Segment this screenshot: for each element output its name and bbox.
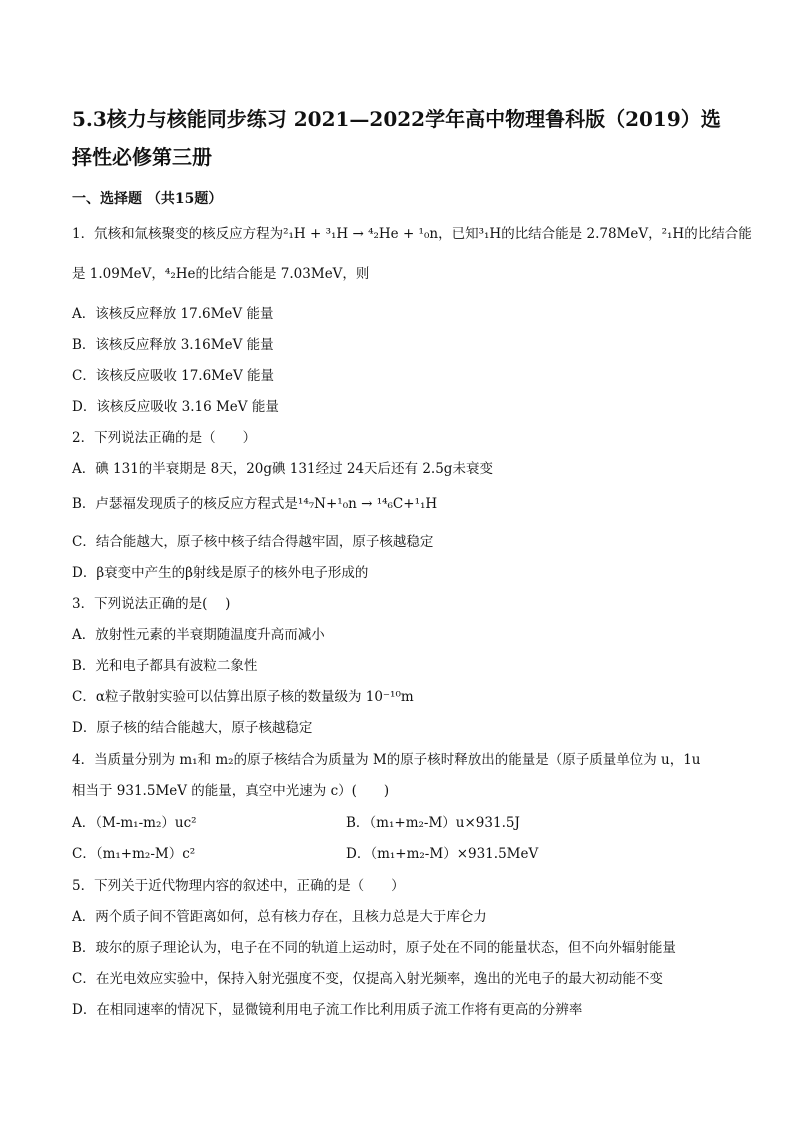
q3-option-c[interactable]: C．α粒子散射实验可以估算出原子核的数量级为 10⁻¹⁰m: [72, 689, 414, 705]
q4-option-c[interactable]: C．（m₁+m₂-M）c²: [72, 846, 196, 862]
q5-option-c[interactable]: C．在光电效应实验中，保持入射光强度不变，仅提高入射光频率，逸出的光电子的最大初动能不变: [72, 971, 663, 987]
q1-stem-d: 的比结合能: [684, 226, 752, 242]
q2-option-c[interactable]: C．结合能越大，原子核中核子结合得越牢固，原子核越稳定: [72, 534, 434, 550]
q5-stem: 5．下列关于近代物理内容的叙述中，正确的是（ ）: [72, 878, 405, 894]
page-title: 5.3核力与核能同步练习 2021—2022学年高中物理鲁科版（2019）选择性必修第三册: [72, 107, 721, 169]
q4-stem: 4．当质量分别为 m₁和 m₂的原子核结合为质量为 M的原子核时释放出的能量是（原子质量单位为 u，1u: [72, 752, 701, 768]
q1-stem-a: 1．氘核和氚核聚变的核反应方程为: [72, 226, 284, 242]
q1-option-d[interactable]: D．该核反应吸收 3.16 MeV 能量: [72, 399, 279, 415]
q1-tritium: ³₁H: [478, 226, 502, 242]
q1-helium: ⁴₂He: [164, 266, 196, 282]
section-heading: 一、选择题 （共15题）: [72, 191, 223, 207]
q2-option-d[interactable]: D．β衰变中产生的β射线是原子的核外电子形成的: [72, 565, 369, 581]
q2-option-a[interactable]: A．碘 131的半衰期是 8天，20g碘 131经过 24天后还有 2.5g未衰变: [72, 461, 493, 477]
q3-option-d[interactable]: D．原子核的结合能越大，原子核越稳定: [72, 720, 313, 736]
q4-option-a[interactable]: A．（M-m₁-m₂）uc²: [72, 815, 197, 831]
q1-stem-line2: [72, 262, 369, 282]
q3-option-a[interactable]: A．放射性元素的半衰期随温度升高而减小: [72, 627, 325, 643]
q1-option-b[interactable]: B．该核反应释放 3.16MeV 能量: [72, 337, 274, 353]
q5-option-a[interactable]: A．两个质子间不管距离如何，总有核力存在，且核力总是大于库仑力: [72, 909, 487, 925]
q4-option-b[interactable]: B．（m₁+m₂-M）u×931.5J: [346, 815, 520, 831]
q1-deuterium: ²₁H: [661, 226, 685, 242]
q5-option-d[interactable]: D．在相同速率的情况下，显微镜利用电子流工作比利用质子流工作将有更高的分辨率: [72, 1002, 583, 1018]
q1-line2-a: 是 1.09MeV，: [72, 266, 165, 282]
q1-stem: [72, 222, 752, 242]
q1-stem-c: 的比结合能是 2.78MeV，: [501, 226, 662, 242]
q4-option-d[interactable]: D．（m₁+m₂-M）×931.5MeV: [346, 846, 539, 862]
q2-option-b-text: B．卢瑟福发现质子的核反应方程式是: [72, 496, 298, 512]
q2-stem: 2．下列说法正确的是（ ）: [72, 430, 257, 446]
q4-stem-line2: 相当于 931.5MeV 的能量，真空中光速为 c）( ): [72, 783, 390, 799]
q1-equation: ²₁H + ³₁H → ⁴₂He + ¹₀n: [283, 226, 439, 242]
q1-option-a[interactable]: A．该核反应释放 17.6MeV 能量: [72, 306, 274, 322]
q3-option-b[interactable]: B．光和电子都具有波粒二象性: [72, 658, 258, 674]
q3-stem: 3．下列说法正确的是( ): [72, 596, 231, 612]
q1-stem-b: ，已知: [438, 226, 479, 242]
q5-option-b[interactable]: B．玻尔的原子理论认为，电子在不同的轨道上运动时，原子处在不同的能量状态，但不向外辐射能量: [72, 940, 676, 956]
q2-option-b-equation: ¹⁴₇N+¹₀n → ¹⁴₆C+¹₁H: [297, 496, 438, 512]
q1-line2-b: 的比结合能是 7.03MeV，则: [195, 266, 370, 282]
q1-option-c[interactable]: C．该核反应吸收 17.6MeV 能量: [72, 368, 275, 384]
q2-option-b[interactable]: [72, 492, 437, 512]
